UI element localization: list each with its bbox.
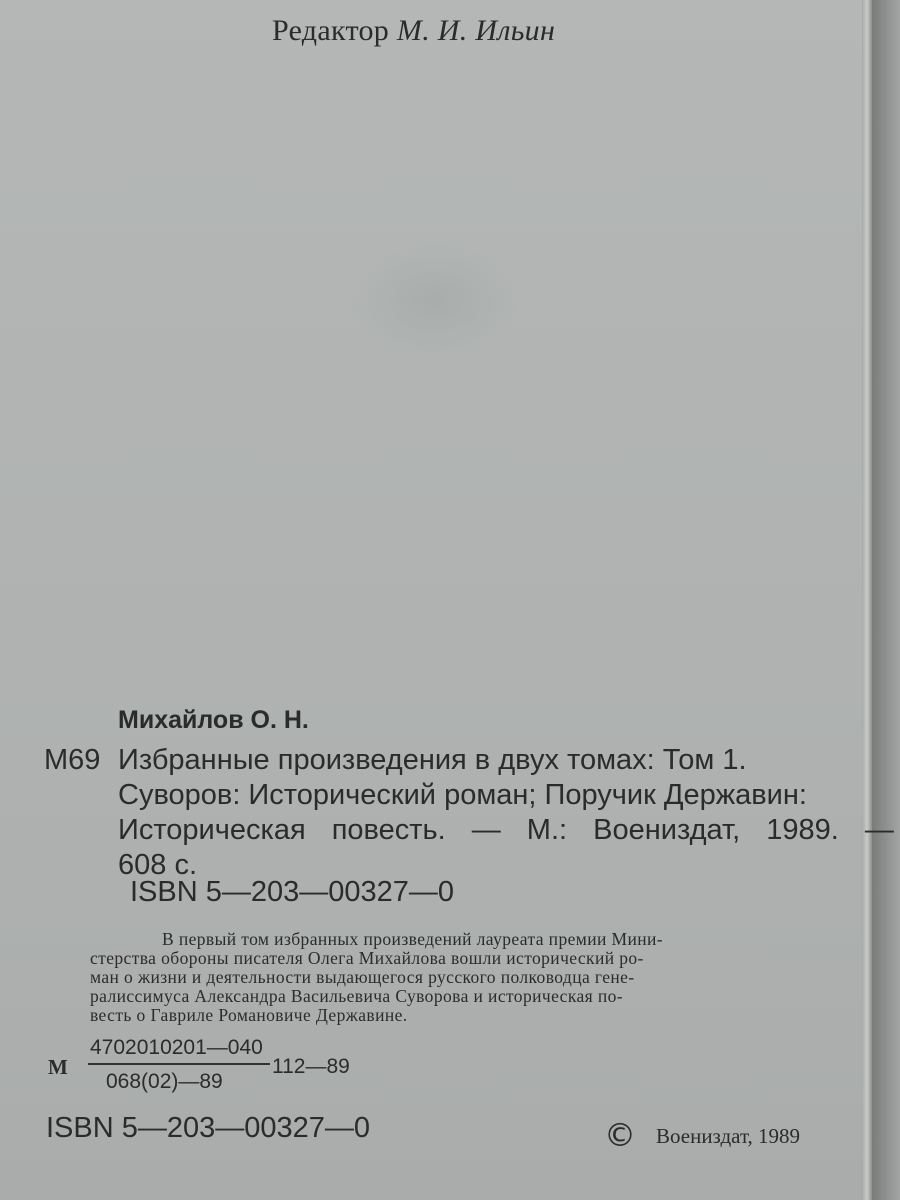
copyright-icon: © [604,1116,636,1154]
publisher-year: Воениздат, 1989 [656,1124,801,1148]
description-line-1: Избранные произведения в двух томах: Том 1. [118,744,747,776]
background-strip [872,0,900,1200]
fraction-line [88,1063,270,1065]
page-edge [862,0,872,1200]
annotation-line-2: стерства обороны писателя Олега Михайлова вошли исторический ро- [90,948,644,968]
editor-credit [272,14,555,48]
catalog-code: М69 [44,744,101,776]
index-numerator: 4702010201—040 [90,1036,263,1059]
description-line-4: 608 с. [118,849,197,881]
catalog-author: Михайлов О. Н. [118,706,309,734]
index-denominator: 068(02)—89 [106,1070,223,1093]
catalog-isbn: ISBN 5—203—00327—0 [130,876,455,908]
index-suffix: 112—89 [272,1055,350,1078]
show-through-stain [350,240,520,360]
description-line-3: Историческая повесть. — М.: Воениздат, 1989. — [118,814,894,846]
editor-name: М. И. Ильин [396,14,556,47]
annotation-line-4: ралиссимуса Александра Васильевича Суворова и историческая по- [90,986,624,1006]
annotation-line-5: весть о Гавриле Романовиче Державине. [90,1005,408,1025]
annotation-line-1: В первый том избранных произведений лауреата премии Мини- [162,929,664,949]
annotation-line-3: ман о жизни и деятельности выдающегося русского полководца гене- [90,967,635,987]
footer-isbn: ISBN 5—203—00327—0 [46,1112,371,1144]
index-letter: М [48,1055,68,1079]
description-line-2: Суворов: Исторический роман; Поручик Державин: [118,779,807,811]
editor-prefix: Редактор [272,14,390,47]
